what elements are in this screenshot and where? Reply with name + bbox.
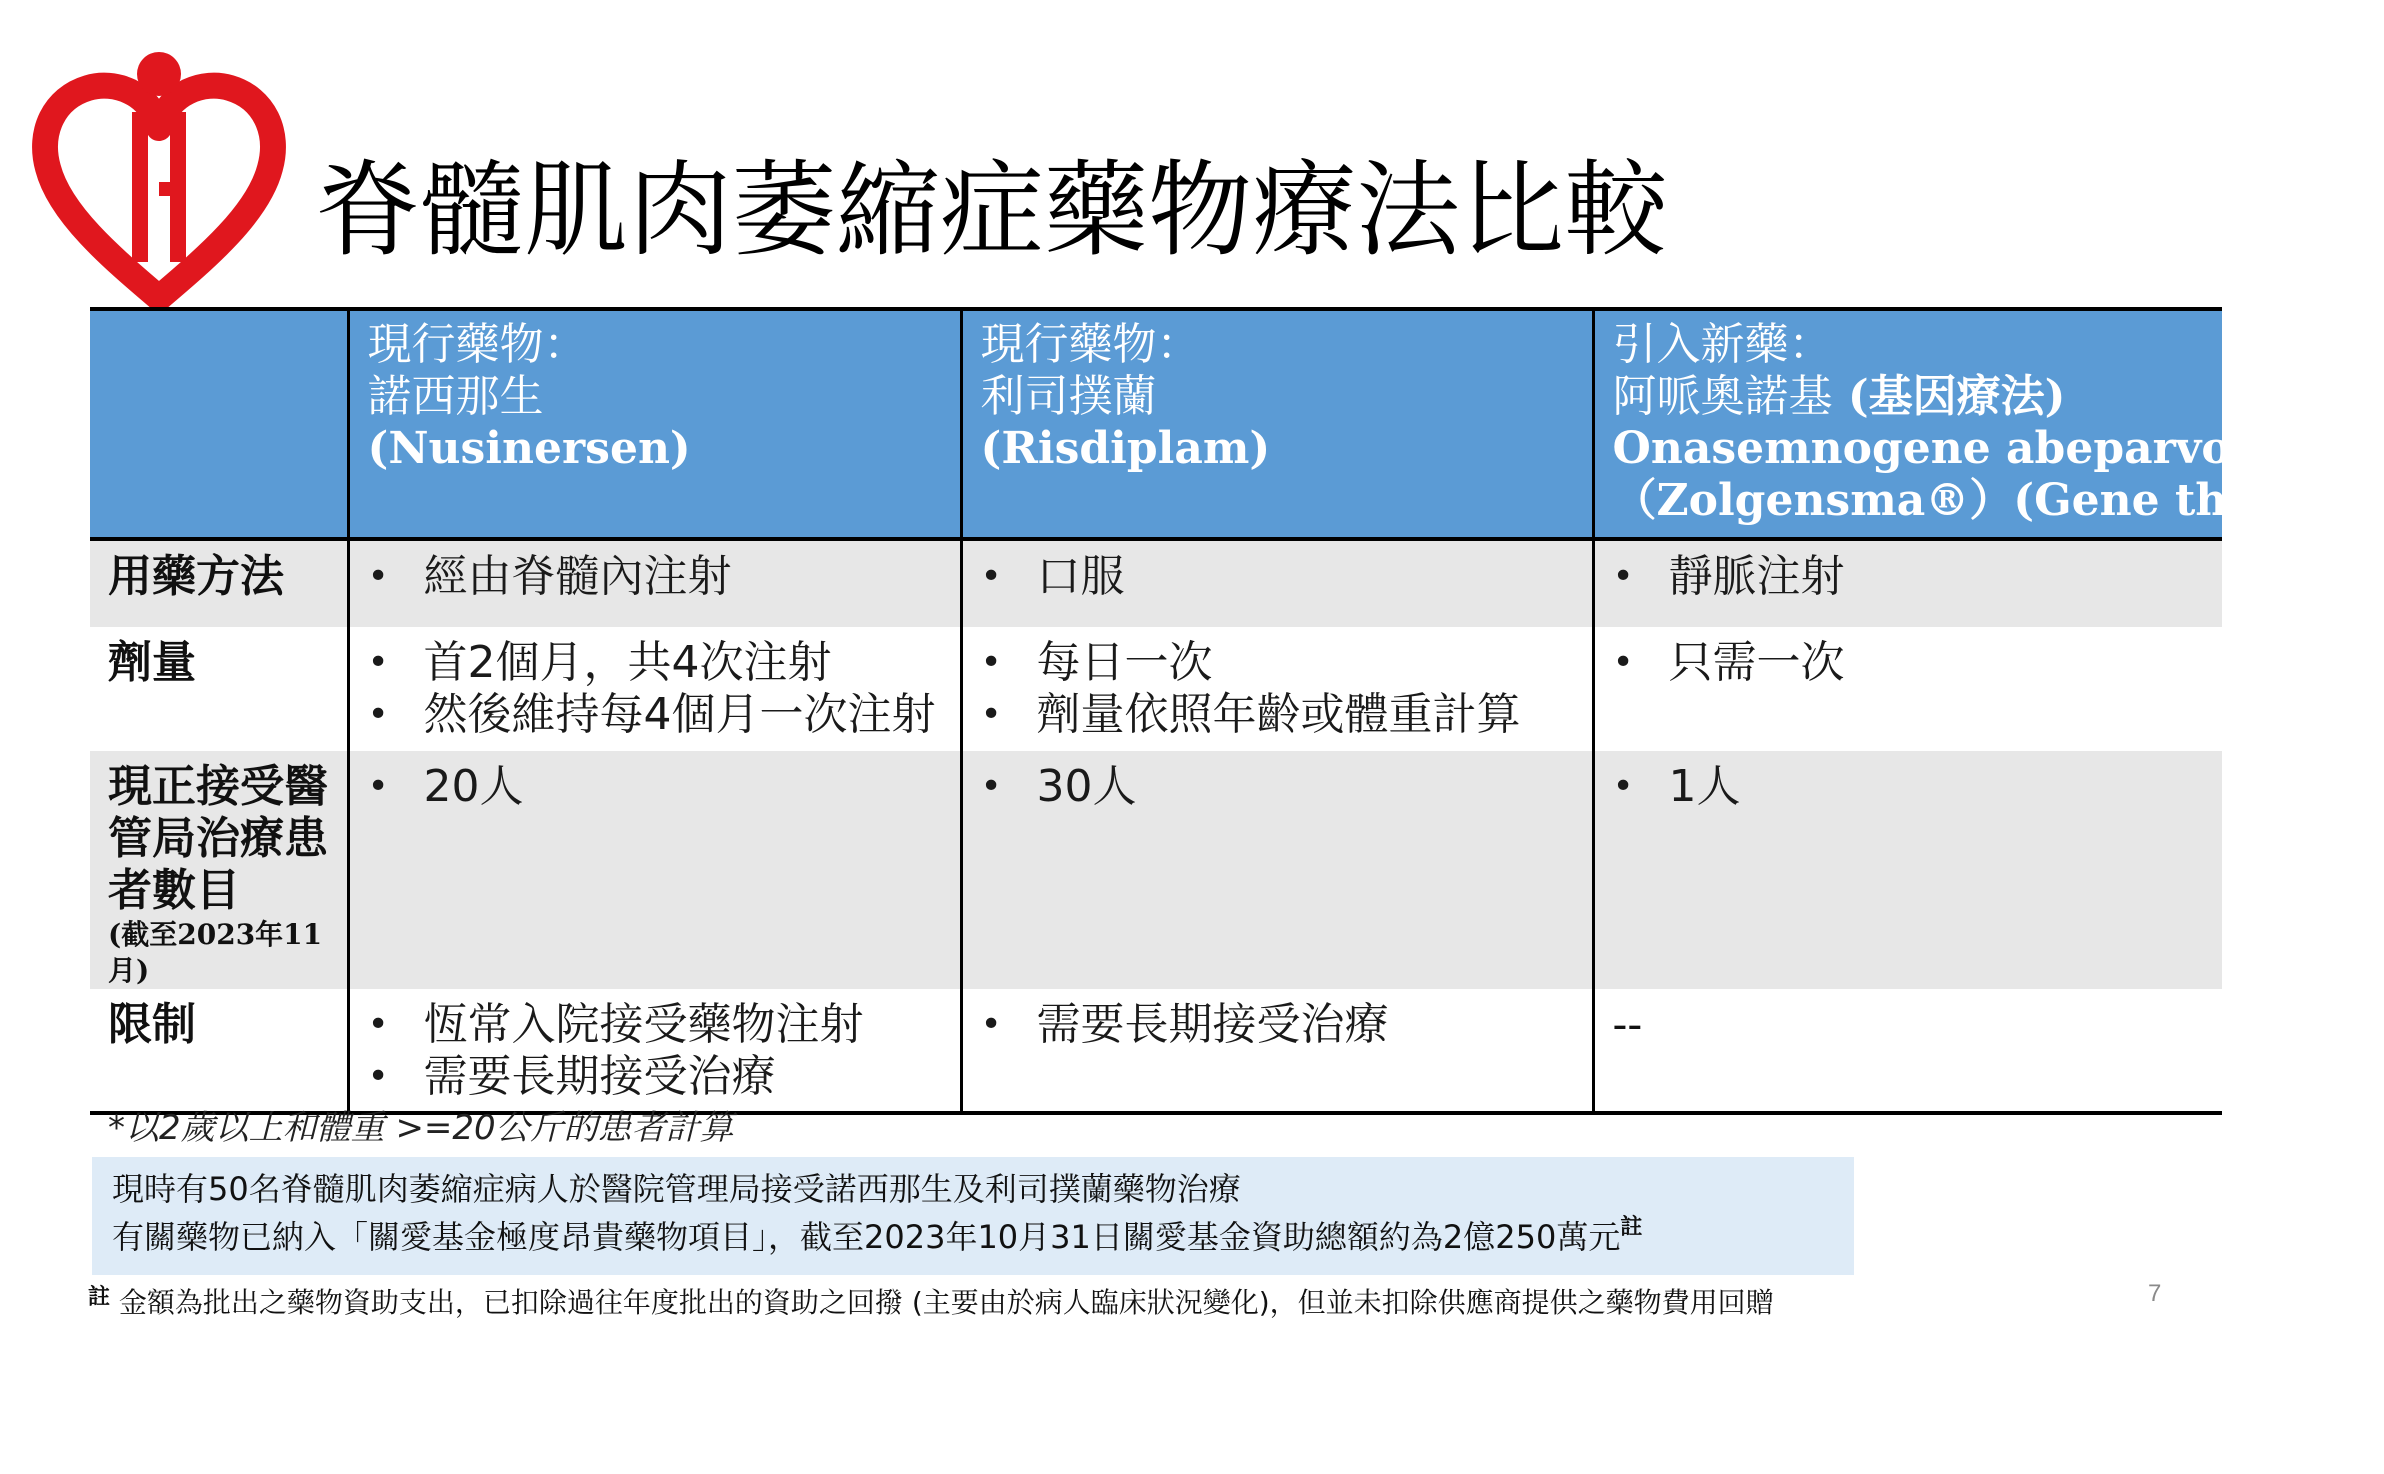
info-line: 現時有50名脊髓肌肉萎縮症病人於醫院管理局接受諾西那生及利司撲蘭藥物治療 [112,1170,1241,1208]
header-drug-english: (Risdiplam) [980,423,1271,474]
page-number: 7 [2148,1280,2162,1307]
list-item: • 每日一次 [977,637,1592,689]
row-label-line: 現正接受醫 [108,761,328,812]
list-item: • 然後維持每4個月一次注射 [364,689,960,741]
row-label: 用藥方法 [108,551,284,602]
header-drug-name: 利司撲蘭 [980,371,1157,422]
row-label: 限制 [108,999,196,1050]
table-row [90,989,2222,1113]
comparison-table [90,307,2384,1115]
list-item: • 只需一次 [1609,637,2223,689]
header-label: 現行藥物： [980,319,1201,370]
note-text: 金額為批出之藥物資助支出，已扣除過往年度批出的資助之回撥 (主要由於病人臨床狀況變化)，但並未扣除供應商提供之藥物費用回贈 [118,1286,1774,1319]
list-item: • 1人 [1609,761,2223,813]
bullet-list [350,627,960,741]
header-label: 引入新藥： [1612,319,1833,370]
info-line-text: 有關藥物已納入「關愛基金極度昂貴藥物項目」，截至2023年10月31日關愛基金資助總額約為2億250萬元 [112,1218,1621,1256]
info-line [112,1217,1642,1262]
table-row [90,539,2222,627]
bullet-list [350,541,960,603]
row-label [90,751,347,989]
header-drug-name-zh: 阿哌奧諾基 [1612,371,1833,422]
header-empty-cell [90,309,348,539]
table-row [90,627,2222,751]
list-item: • 需要長期接受治療 [977,999,1592,1051]
list-item: • 20人 [364,761,960,813]
bullet-list [963,627,1592,741]
header-drug-brand: （Zolgensma®）(Gene therapy) [1612,475,2384,526]
list-item: • 口服 [977,551,1592,603]
hospital-authority-logo [32,46,286,306]
bullet-list [1595,751,2223,813]
header-drug-english: (Nusinersen) [367,423,691,474]
list-item: • 恆常入院接受藥物注射 [364,999,960,1051]
list-item: • 靜脈注射 [1609,551,2223,603]
header-drug-type: (基因療法) [1832,371,2066,422]
header-zolgensma [1593,309,2384,539]
page-title: 脊髓肌肉萎縮症藥物療法比較 [316,149,1669,271]
bullet-list [963,751,1592,813]
bullet-list [963,541,1592,603]
list-item: • 經由脊髓內注射 [364,551,960,603]
row-label-line: 者數目 [108,865,240,916]
header-drug-name: 諾西那生 [367,371,544,422]
table-row [90,751,2222,989]
table-header-row [90,309,2222,539]
bullet-list [1595,627,2223,689]
row-label: 劑量 [108,637,196,688]
header-drug-name [1613,371,2223,423]
row-label-date: (截至2023年11月) [108,918,323,987]
cell-text: -- [1612,999,1643,1050]
list-item: • 首2個月，共4次注射 [364,637,960,689]
info-box [92,1157,1854,1275]
footnote-star: *以2歲以上和體重 >=20公斤的患者計算 [108,1108,734,1148]
header-nusinersen [348,309,961,539]
list-item: • 劑量依照年齡或體重計算 [977,689,1592,741]
row-label-line: 管局治療患 [108,813,328,864]
note-marker: 註 [1620,1215,1643,1240]
header-drug-english: Onasemnogene abeparvovec [1612,423,2312,474]
list-item: • 30人 [977,761,1592,813]
bullet-list [963,989,1592,1051]
header-label: 現行藥物： [367,319,588,370]
note-marker: 註 [88,1285,111,1310]
header-risdiplam [961,309,1593,539]
bullet-list [350,989,960,1103]
bullet-list [1595,541,2223,603]
bullet-list [350,751,960,813]
footnote-note [88,1285,1774,1324]
list-item: • 需要長期接受治療 [364,1051,960,1103]
